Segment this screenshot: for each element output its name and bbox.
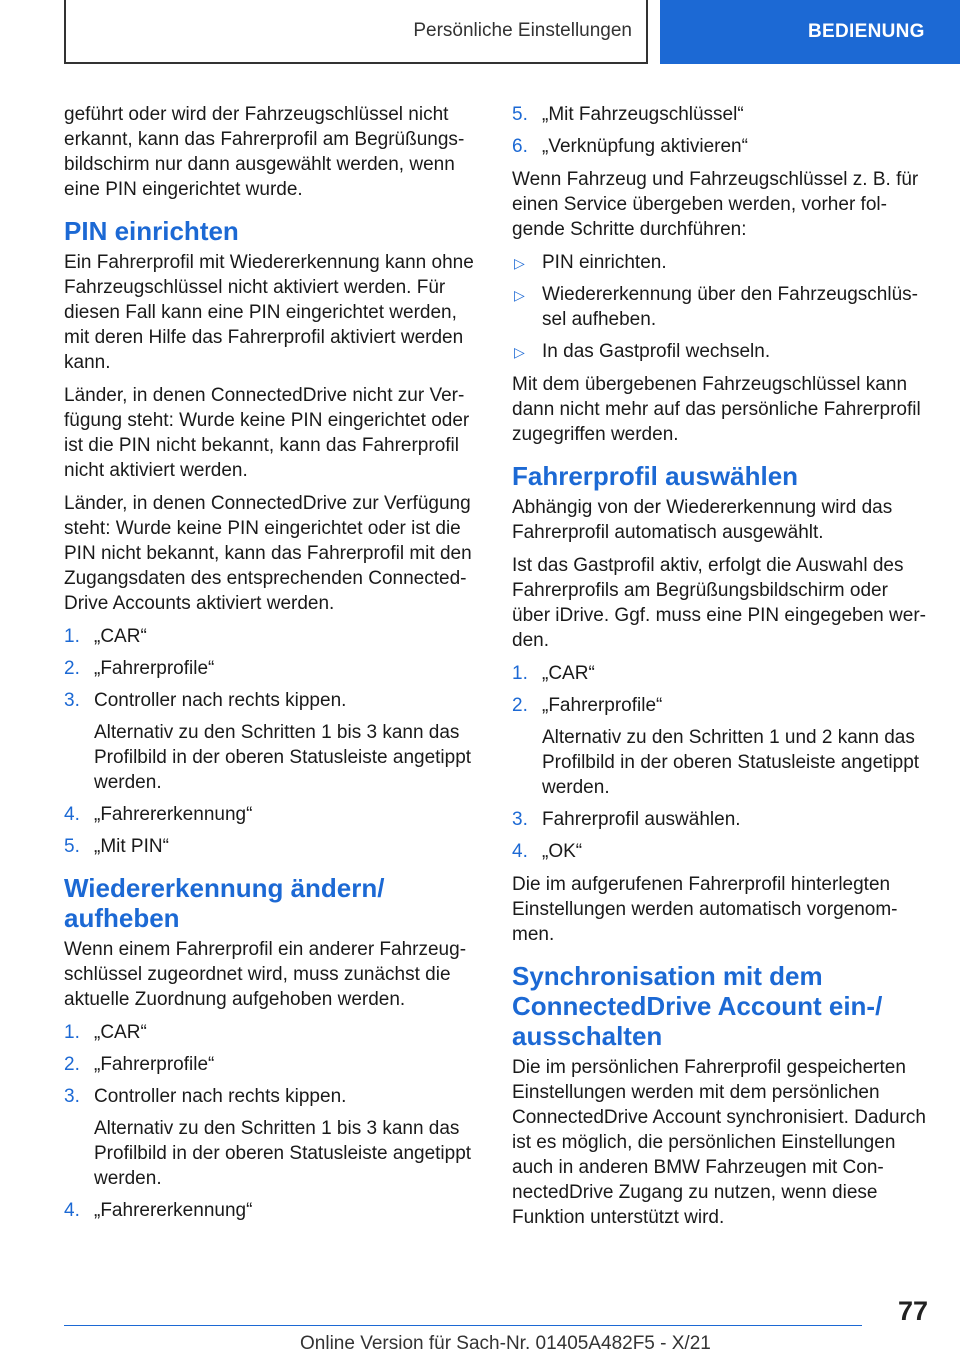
step-text: Controller nach rechts kippen. [94,690,347,711]
step-note: Alternativ zu den Schritten 1 bis 3 kann das Profilbild in der oberen Statusleiste angetippt werden. [94,1118,472,1189]
step-number: 3. [64,1086,80,1107]
step-number: 3. [512,809,528,830]
step-text: „Mit Fahrzeugschlüssel“ [542,104,744,125]
step-number: 2. [512,695,528,716]
step-text: „Fahrerprofile“ [94,1054,215,1075]
steps-list [512,661,928,864]
chapter-title: BEDIENUNG [808,21,925,42]
triangle-bullet-icon: ▷ [514,255,525,271]
page-number: 77 [897,1296,928,1326]
bullet-item [512,339,928,364]
step-text: „CAR“ [94,626,147,647]
step-number: 2. [64,658,80,679]
paragraph: Wenn Fahrzeug und Fahrzeugschlüssel z. B. für einen Service übergeben werden, vorher folgende Schritte durchführen: [512,169,919,240]
triangle-bullet-icon: ▷ [514,344,525,360]
bullet-item [512,250,928,275]
steps-list-continued [512,102,928,159]
bullet-list [512,250,928,364]
heading-fahrerprofil-auswaehlen: Fahrerprofil auswählen [512,461,799,491]
left-column [64,102,478,1231]
step-text: Fahrerprofil auswählen. [542,809,741,830]
paragraph: Mit dem übergebenen Fahrzeugschlüssel kann dann nicht mehr auf das persönliche Fahrerprofil zugegriffen werden. [512,374,921,445]
step-item [64,834,478,859]
step-number: 4. [64,804,80,825]
paragraph: Wenn einem Fahrerprofil ein anderer Fahrzeugschlüssel zugeordnet wird, muss zunächst die aktuelle Zuordnung aufgehoben werden. [64,939,467,1010]
step-note: Alternativ zu den Schritten 1 und 2 kann das Profilbild in der oberen Statusleiste angetippt werden. [542,727,920,798]
step-text: „Fahrerprofile“ [542,695,663,716]
step-item [64,1020,478,1045]
step-item [64,1084,478,1191]
step-number: 4. [512,841,528,862]
heading-wiedererkennung: Wiedererkennung ändern/ aufheben [64,873,385,933]
step-number: 4. [64,1200,80,1221]
step-number: 6. [512,136,528,157]
heading-pin-einrichten: PIN einrichten [64,216,239,246]
bullet-text: In das Gastprofil wechseln. [542,341,771,362]
paragraph: Länder, in denen ConnectedDrive nicht zur Verfügung steht: Wurde keine PIN eingerichtet oder ist die PIN nicht bekannt, kann das Fahrerprofil nicht aktiviert werden. [64,385,470,481]
step-note: Alternativ zu den Schritten 1 bis 3 kann das Profilbild in der oberen Statusleiste angetippt werden. [94,722,472,793]
step-number: 5. [512,104,528,125]
paragraph: Die im persönlichen Fahrerprofil gespeicherten Einstellungen werden mit dem persönlichen ConnectedDrive Account synchronisiert. Dadurch ist es möglich, die persönlichen Einstellungen auch in anderen BMW Fahrzeugen mit ConnectedDrive Zugang zu nutzen, wenn diese Funktion unterstützt wird. [512,1057,926,1228]
step-number: 2. [64,1054,80,1075]
step-item [64,1052,478,1077]
footer-online-version: Online Version für Sach-Nr. 01405A482F5 - X/21 [300,1333,711,1354]
step-item [64,802,478,827]
step-text: „Verknüpfung aktivieren“ [542,136,748,157]
step-item [64,624,478,649]
header-section-title [64,0,648,64]
paragraph: Ist das Gastprofil aktiv, erfolgt die Auswahl des Fahrerprofils am Begrüßungsbildschirm oder über iDrive. Ggf. muss eine PIN eingegeben werden. [512,555,926,651]
step-number: 5. [64,836,80,857]
step-text: „Fahrererkennung“ [94,804,253,825]
section-title: Persönliche Einstellungen [413,20,632,41]
paragraph: Die im aufgerufenen Fahrerprofil hinterlegten Einstellungen werden automatisch vorgenommen. [512,874,898,945]
footer-divider [64,1325,862,1326]
step-number: 3. [64,690,80,711]
step-item [64,1198,478,1223]
step-text: „Fahrererkennung“ [94,1200,253,1221]
paragraph: Abhängig von der Wiedererkennung wird das Fahrerprofil automatisch ausgewählt. [512,497,893,543]
step-text: Controller nach rechts kippen. [94,1086,347,1107]
paragraph: Länder, in denen ConnectedDrive zur Verfügung steht: Wurde keine PIN eingerichtet oder ist die PIN nicht bekannt, kann das Fahrerprofil mit den Zugangsdaten des entsprechenden ConnectedDrive Accounts aktiviert werden. [64,493,472,614]
intro-paragraph: geführt oder wird der Fahrzeugschlüssel nicht erkannt, kann das Fahrerprofil am Begrüßungsbildschirm nur dann ausgewählt werden, wenn eine PIN eingerichtet wurde. [64,104,465,200]
step-text: „Mit PIN“ [94,836,169,857]
header-chapter-tab [660,0,960,64]
step-item [64,688,478,795]
step-text: „CAR“ [542,663,595,684]
step-item [512,661,928,686]
steps-list [64,1020,478,1223]
bullet-text: PIN einrichten. [542,252,667,273]
step-item [512,807,928,832]
step-text: „CAR“ [94,1022,147,1043]
paragraph: Ein Fahrerprofil mit Wiedererkennung kann ohne Fahrzeugschlüssel nicht aktiviert werden. Für diesen Fall kann eine PIN eingerichtet werden, mit deren Hilfe das Fahrerprofil aktiviert werden kann. [64,252,474,373]
steps-list [64,624,478,859]
step-item [512,839,928,864]
step-item [64,656,478,681]
step-item [512,134,928,159]
step-text: „Fahrerprofile“ [94,658,215,679]
step-number: 1. [64,626,80,647]
step-item [512,102,928,127]
step-text: „OK“ [542,841,583,862]
bullet-item [512,282,928,332]
triangle-bullet-icon: ▷ [514,287,525,303]
step-number: 1. [512,663,528,684]
right-column [512,102,928,1238]
bullet-text: Wiedererkennung über den Fahrzeugschlüssel aufheben. [542,284,918,330]
heading-synchronisation: Synchronisation mit dem ConnectedDrive Account ein-/ ausschalten [512,961,883,1051]
step-number: 1. [64,1022,80,1043]
step-item [512,693,928,800]
